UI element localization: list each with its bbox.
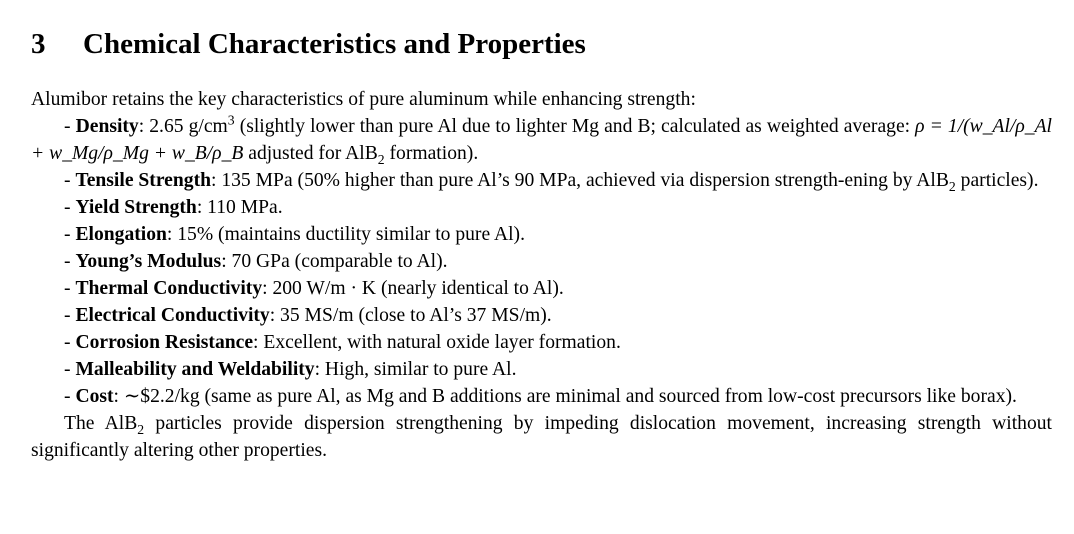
page (31, 22, 1052, 464)
density-sub: 2 (377, 151, 385, 167)
intro-paragraph: Alumibor retains the key characteristics of pure aluminum while enhancing strength: (31, 89, 696, 110)
property-item: - Electrical Conductivity: 35 MS/m (close to Al’s 37 MS/m). (64, 305, 552, 326)
property-text: : 200 W/m · K (nearly identical to Al). (262, 278, 564, 299)
closing-text-b: particles provide dispersion strengthening by impeding dislocation movement, increasing strength without significantly altering other properties. (31, 413, 1052, 461)
property-label: Thermal Conductivity (75, 278, 263, 299)
tensile-text-a: : 135 MPa (50% higher than pure Al’s 90 MPa, achieved via dispersion strength-ening by AlB (211, 170, 949, 191)
section-number: 3 (31, 28, 46, 60)
property-text: : 15% (maintains ductility similar to pure Al). (166, 224, 525, 245)
density-tail-a: adjusted for AlB (243, 143, 378, 164)
property-label: Yield Strength (75, 197, 197, 218)
section-heading (31, 22, 1052, 66)
property-text: : 35 MS/m (close to Al’s 37 MS/m). (269, 305, 552, 326)
property-item: - Corrosion Resistance: Excellent, with natural oxide layer formation. (64, 332, 621, 353)
closing-text-a: The AlB (64, 413, 138, 434)
property-label: Density (75, 116, 139, 137)
property-label: Electrical Conductivity (75, 305, 270, 326)
property-label: Tensile Strength (75, 170, 211, 191)
density-sup: 3 (227, 112, 235, 128)
tensile-text-b: particles). (955, 170, 1039, 191)
property-tensile-strength: - Tensile Strength: 135 MPa (50% higher than pure Al’s 90 MPa, achieved via dispersion strength-ening by AlB$_2$ particles). (64, 170, 1039, 194)
section-title: Chemical Characteristics and Properties (83, 28, 586, 60)
property-item: - Malleability and Weldability: High, similar to pure Al. (64, 359, 517, 380)
density-tail-b: formation). (384, 143, 479, 164)
density-value: 2.65 g/cm (149, 116, 228, 137)
property-text: : Excellent, with natural oxide layer formation. (253, 332, 621, 353)
property-item: - Elongation: 15% (maintains ductility similar to pure Al). (64, 224, 525, 245)
property-density: - Density: 2.65 $g/cm^3$ (slightly lower than pure Al due to lighter Mg and B; calculated as weighted average: ρ = 1/(w_Al/ρ_Al + w_Mg/ρ_Mg + w_B/ρ_B adjusted for AlB$_2$ formation). (31, 112, 1052, 167)
property-label: Cost (75, 386, 114, 407)
property-text: : ∼$2.2/kg (same as pure Al, as Mg and B additions are minimal and sourced from low-cost precursors like borax). (113, 386, 1017, 407)
property-label: Elongation (75, 224, 167, 245)
tensile-sub: 2 (948, 178, 956, 194)
property-item: - Young’s Modulus: 70 GPa (comparable to Al). (64, 251, 448, 272)
density-formula: ρ = 1/(w_Al/ρ_Al + w_Mg/ρ_Mg + w_B/ρ_B (31, 116, 1052, 164)
density-desc: (slightly lower than pure Al due to lighter Mg and B; calculated as weighted average: (234, 116, 916, 137)
property-text: : High, similar to pure Al. (314, 359, 517, 380)
property-label: Young’s Modulus (75, 251, 222, 272)
property-item: - Thermal Conductivity: 200 W/m · K (nearly identical to Al). (64, 278, 564, 299)
property-item: - Cost: ∼$2.2/kg (same as pure Al, as Mg and B additions are minimal and sourced from low-cost precursors like borax). (64, 386, 1017, 407)
property-text: : 110 MPa. (196, 197, 283, 218)
property-label: Malleability and Weldability (75, 359, 315, 380)
property-item: - Yield Strength: 110 MPa. (64, 197, 283, 218)
closing-paragraph (31, 410, 1052, 464)
property-text: : 70 GPa (comparable to Al). (221, 251, 448, 272)
section-body (31, 86, 1052, 464)
closing-sub: 2 (137, 421, 145, 437)
property-label: Corrosion Resistance (75, 332, 254, 353)
